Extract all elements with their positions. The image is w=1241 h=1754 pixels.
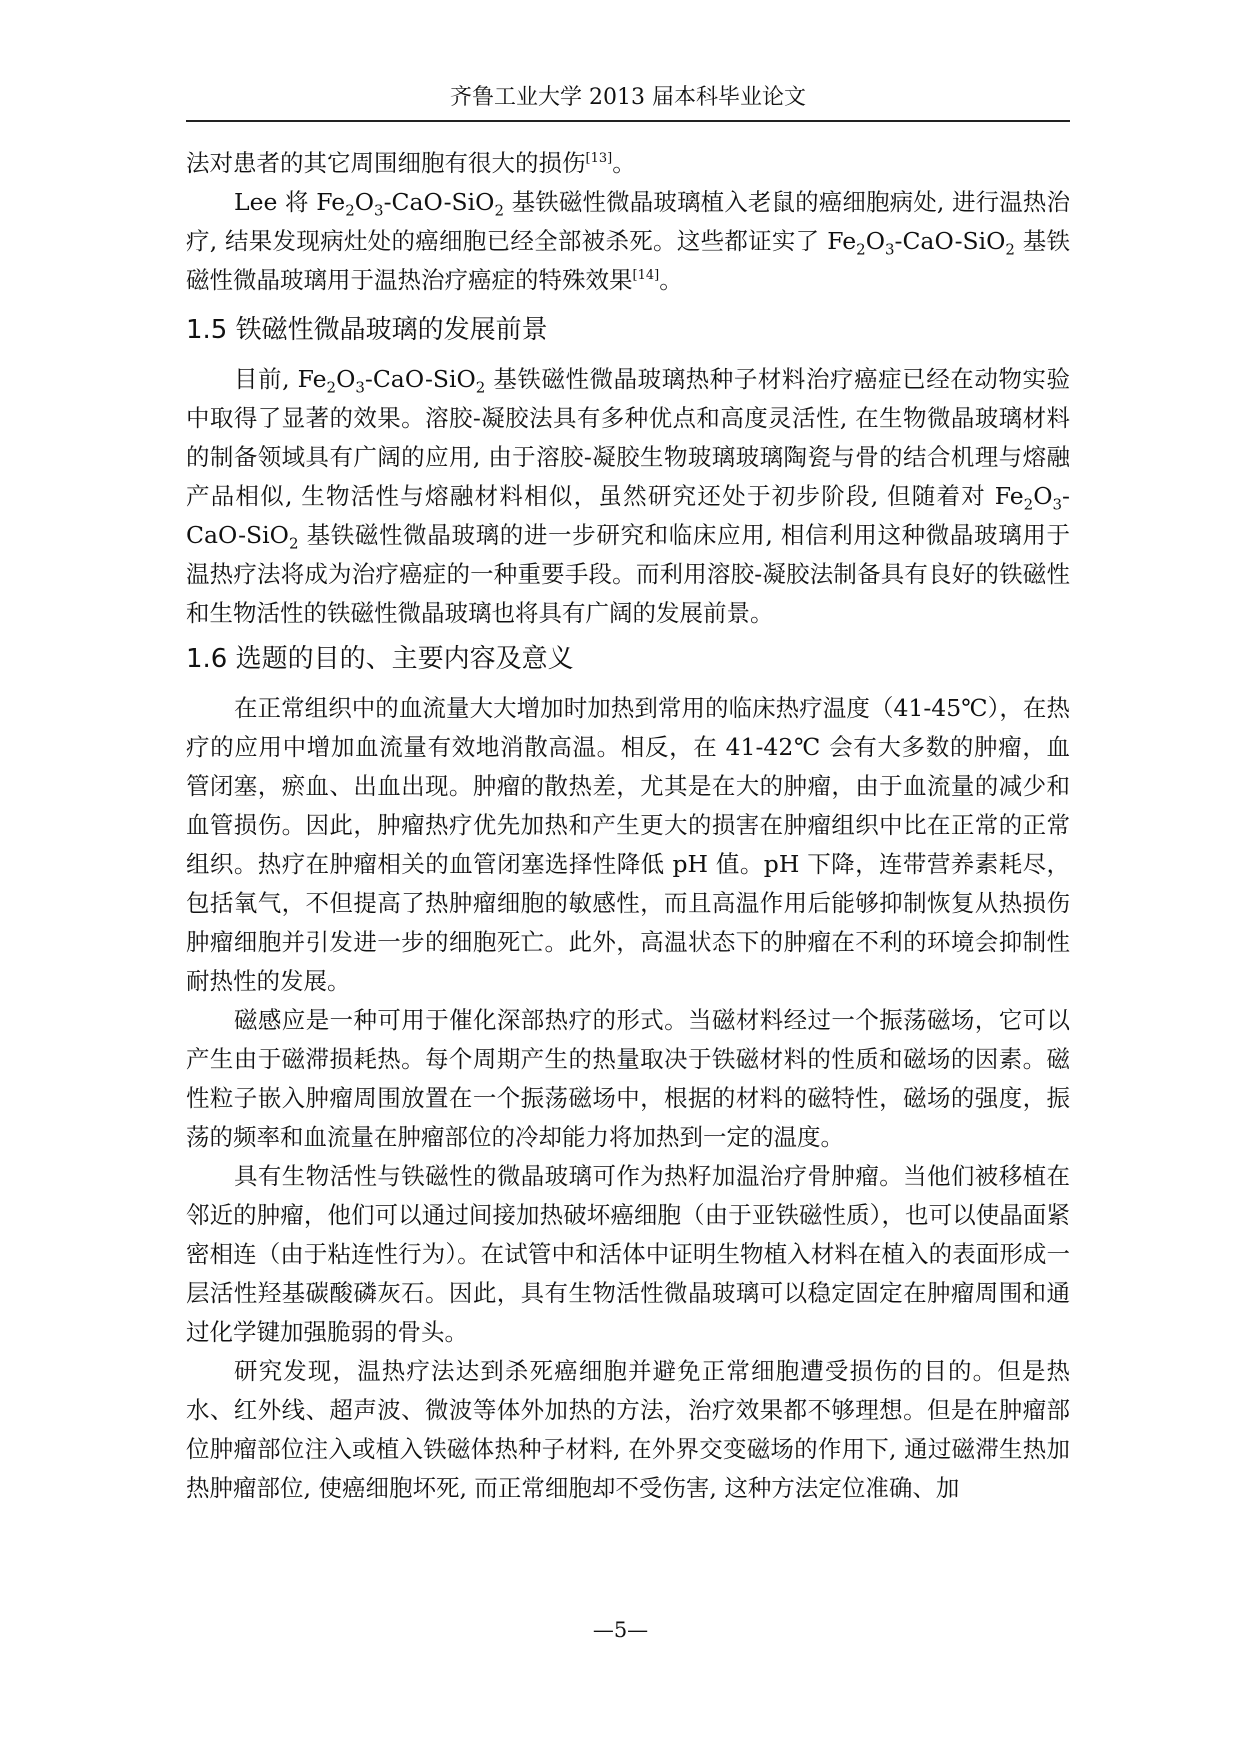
paragraph-lee: Lee 将 $Fe_2O_3-CaO-SiO_2$ 基铁磁性微晶玻璃植入老鼠的癌细胞病处, 进行温热治疗, 结果发现病灶处的癌细胞已经全部被杀死。这些都证实了 $Fe_2O_3-CaO-SiO_2$ 基铁磁性微晶玻璃用于温热治疗癌症的特殊效果[14]。 <box>186 188 1070 294</box>
section-heading-1-6: 1.6 选题的目的、主要内容及意义 <box>186 644 574 674</box>
paragraph-bioactive-glass: 具有生物活性与铁磁性的微晶玻璃可作为热籽加温治疗骨肿瘤。当他们被移植在邻近的肿瘤，他们可以通过间接加热破坏癌细胞（由于亚铁磁性质），也可以使晶面紧密相连（由于粘连性行为）。在试管中和活体中证明生物植入材料在植入的表面形成一层活性羟基碳酸磷灰石。因此，具有生物活性微晶玻璃可以稳定固定在肿瘤周围和通过化学键加强脆弱的骨头。 <box>186 1162 1070 1346</box>
citation-13: [13] <box>585 151 613 167</box>
paragraph-blood-flow: 在正常组织中的血流量大大增加时加热到常用的临床热疗温度（41-45℃），在热疗的应用中增加血流量有效地消散高温。相反，在 41-42℃ 会有大多数的肿瘤，血管闭塞，瘀血、出血出现。肿瘤的散热差，尤其是在大的肿瘤，由于血流量的减少和血管损伤。因此，肿瘤热疗优先加热和产生更大的损害在肿瘤组织中比在正常的正常组织。热疗在肿瘤相关的血管闭塞选择性降低 pH 值。pH 下降，连带营养素耗尽，包括氧气，不但提高了热肿瘤细胞的敏感性，而且高温作用后能够抑制恢复从热损伤肿瘤细胞并引发进一步的细胞死亡。此外，高温状态下的肿瘤在不利的环境会抑制性耐热性的发展。 <box>186 694 1070 995</box>
paragraph-magnetic-induction: 磁感应是一种可用于催化深部热疗的形式。当磁材料经过一个振荡磁场，它可以产生由于磁滞损耗热。每个周期产生的热量取决于铁磁材料的性质和磁场的因素。磁性粒子嵌入肿瘤周围放置在一个振荡磁场中，根据的材料的磁特性，磁场的强度，振荡的频率和血流量在肿瘤部位的冷却能力将加热到一定的温度。 <box>186 1006 1070 1151</box>
citation-14: [14] <box>632 268 660 284</box>
paragraph-research: 研究发现，温热疗法达到杀死癌细胞并避免正常细胞遭受损伤的目的。但是热水、红外线、超声波、微波等体外加热的方法，治疗效果都不够理想。但是在肿瘤部位肿瘤部位注入或植入铁磁体热种子材料, 在外界交变磁场的作用下, 通过磁滞生热加热肿瘤部位, 使癌细胞坏死, 而正常细胞却不受伤害, 这种方法定位准确、加 <box>186 1357 1070 1502</box>
page-header <box>186 80 1070 122</box>
section-heading-1-5: 1.5 铁磁性微晶玻璃的发展前景 <box>186 315 548 345</box>
header-title: 齐鲁工业大学 2013 届本科毕业论文 <box>450 85 806 110</box>
page-number: —5— <box>592 1618 649 1642</box>
page-body <box>186 144 1070 1508</box>
paragraph-continued: 法对患者的其它周围细胞有很大的损伤[13]。 <box>186 149 636 177</box>
paragraph-prospects: 目前, $Fe_2O_3-CaO-SiO_2$ 基铁磁性微晶玻璃热种子材料治疗癌症已经在动物实验中取得了显著的效果。溶胶-凝胶法具有多种优点和高度灵活性, 在生物微晶玻璃材料的制备领域具有广阔的应用, 由于溶胶-凝胶生物玻璃玻璃陶瓷与骨的结合机理与熔融产品相似, 生物活性与熔融材料相似，虽然研究还处于初步阶段, 但随着对 $Fe_2O_3-CaO-SiO_2$ 基铁磁性微晶玻璃的进一步研究和临床应用, 相信利用这种微晶玻璃用于温热疗法将成为治疗癌症的一种重要手段。而利用溶胶-凝胶法制备具有良好的铁磁性和生物活性的铁磁性微晶玻璃也将具有广阔的发展前景。 <box>186 365 1070 627</box>
